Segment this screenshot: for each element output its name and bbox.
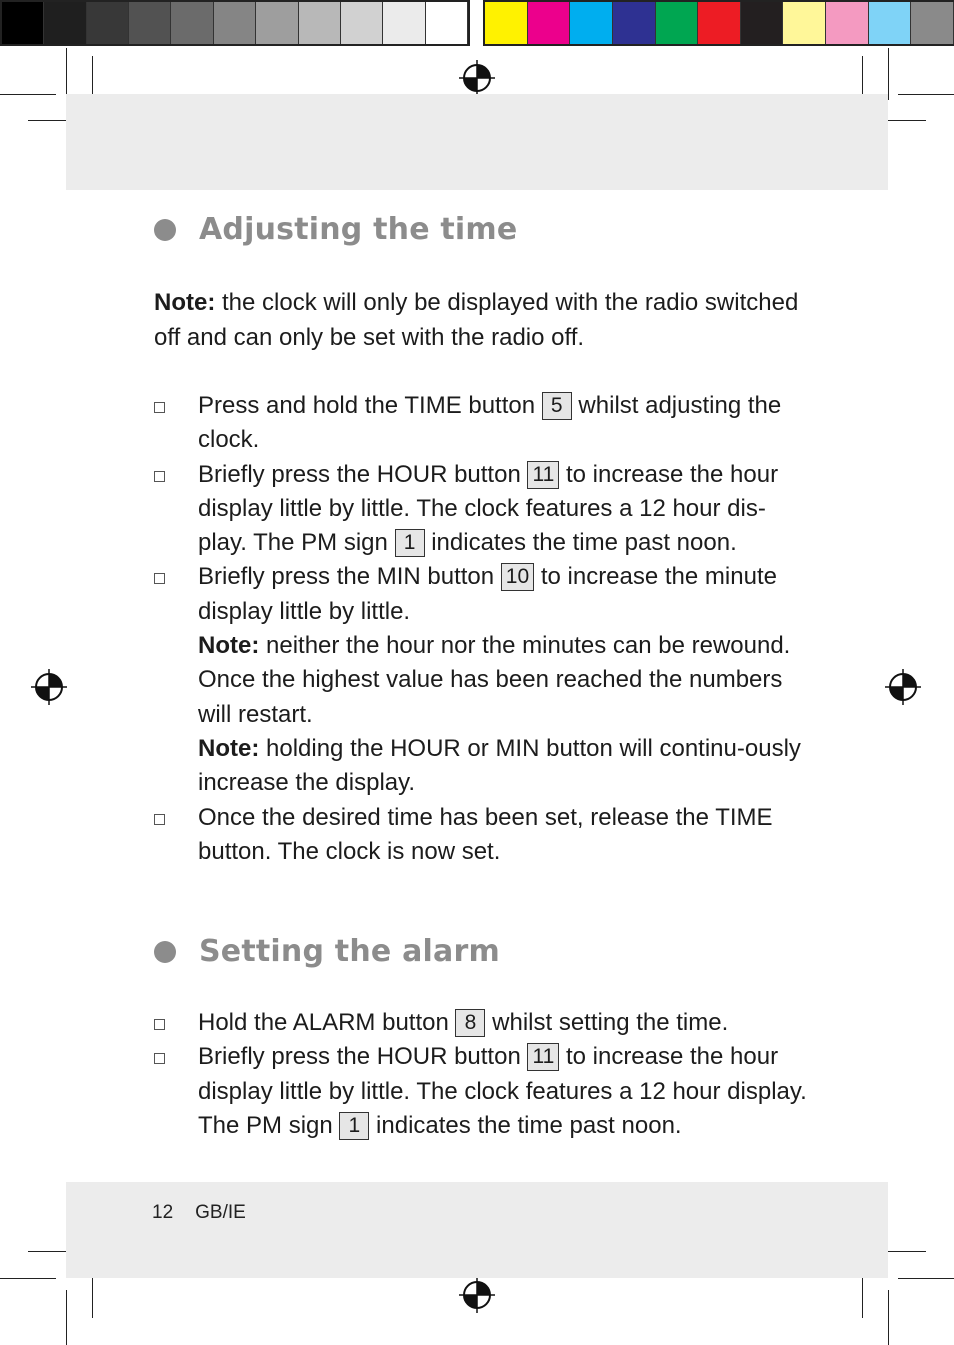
inline-note (198, 629, 814, 732)
step-text: whilst setting the time. (485, 1009, 729, 1036)
part-number-badge: 11 (527, 461, 559, 489)
crop-mark (888, 1290, 889, 1345)
color-swatch (911, 2, 954, 44)
locale-label: GB/IE (195, 1202, 246, 1223)
note-text: holding the HOUR or MIN button will continu-ously increase the display. (198, 734, 801, 797)
step-text: Briefly press the MIN button (198, 563, 501, 591)
steps-list-adjusting-time (154, 389, 814, 869)
part-number-badge: 1 (395, 529, 425, 557)
registration-mark-icon (459, 60, 495, 96)
section-heading-setting-alarm (154, 934, 500, 969)
checkbox-square-icon (154, 1053, 165, 1064)
bullet-dot-icon (154, 219, 176, 241)
color-swatch (613, 2, 656, 44)
step-text: whilst adjusting the clock. (198, 392, 782, 454)
page-footer (152, 1202, 268, 1224)
list-item (154, 458, 814, 561)
step-text: Once the desired time has been set, release the TIME button. The clock is now set. (198, 803, 773, 865)
checkbox-square-icon (154, 1019, 165, 1030)
footer-band (66, 1182, 888, 1278)
list-item (154, 801, 814, 870)
color-swatch (869, 2, 912, 44)
crop-mark (66, 48, 67, 100)
color-swatch (485, 2, 528, 44)
step-text: indicates the time past noon. (424, 529, 737, 557)
step-text: Hold the ALARM button (198, 1009, 456, 1036)
part-number-badge: 5 (542, 392, 572, 420)
crop-mark (898, 94, 954, 95)
color-swatch (570, 2, 613, 44)
part-number-badge: 1 (339, 1112, 369, 1140)
header-band (66, 94, 888, 190)
checkbox-square-icon (154, 573, 165, 584)
part-number-badge: 11 (527, 1043, 559, 1071)
process-color-bar (483, 0, 954, 46)
part-number-badge: 10 (501, 563, 534, 591)
color-swatch (171, 2, 213, 44)
color-swatch (341, 2, 383, 44)
registration-mark-icon (459, 1277, 495, 1313)
grayscale-color-bar (0, 0, 470, 46)
step-text: to increase the minute display little by little. (198, 563, 777, 625)
note-label: Note: (154, 289, 216, 316)
crop-mark (66, 1290, 67, 1345)
color-swatch (698, 2, 741, 44)
list-item (154, 560, 814, 800)
color-swatch (383, 2, 425, 44)
crop-mark (898, 1278, 954, 1279)
note-label: Note: (198, 734, 260, 762)
step-text: Briefly press the HOUR button (198, 460, 528, 488)
list-item (154, 1040, 814, 1143)
color-swatch (44, 2, 86, 44)
color-swatch (299, 2, 341, 44)
checkbox-square-icon (154, 402, 165, 413)
note-text: neither the hour nor the minutes can be rewound. Once the highest value has been reached the numbers will restart. (198, 632, 791, 728)
color-swatch (256, 2, 298, 44)
color-swatch (656, 2, 699, 44)
section-title: Adjusting the time (199, 212, 518, 247)
steps-list-setting-alarm (154, 1006, 814, 1143)
color-swatch (129, 2, 171, 44)
note-label: Note: (198, 632, 260, 660)
crop-mark (0, 94, 56, 95)
crop-mark (0, 1278, 56, 1279)
checkbox-square-icon (154, 814, 165, 825)
crop-mark (92, 1272, 93, 1318)
step-text: indicates the time past noon. (369, 1111, 682, 1139)
color-swatch (2, 2, 44, 44)
color-swatch (741, 2, 784, 44)
color-swatch (214, 2, 256, 44)
note-paragraph (154, 286, 814, 355)
list-item (154, 1006, 814, 1040)
checkbox-square-icon (154, 471, 165, 482)
bullet-dot-icon (154, 941, 176, 963)
page-number: 12 (152, 1202, 174, 1223)
inline-note (198, 732, 814, 801)
section-title: Setting the alarm (199, 934, 500, 969)
crop-mark (888, 48, 889, 100)
color-swatch (528, 2, 571, 44)
step-text: to increase the hour display little by little. The clock features a 12 hour dis-play. The PM sign (198, 460, 779, 557)
crop-mark (882, 120, 926, 121)
crop-mark (862, 1272, 863, 1318)
crop-mark (882, 1251, 926, 1252)
color-swatch (87, 2, 129, 44)
step-text: Briefly press the HOUR button (198, 1043, 528, 1071)
color-swatch (783, 2, 826, 44)
step-text: Press and hold the TIME button (198, 392, 542, 419)
registration-mark-icon (31, 669, 67, 705)
note-text: the clock will only be displayed with the radio switched off and can only be set with the radio off. (154, 289, 799, 351)
list-item (154, 389, 814, 458)
step-text: to increase the hour display little by little. The clock features a 12 hour display. The PM sign (198, 1043, 807, 1139)
section-heading-adjusting-time (154, 212, 517, 247)
color-swatch (426, 2, 468, 44)
registration-mark-icon (885, 669, 921, 705)
part-number-badge: 8 (455, 1009, 485, 1037)
color-swatch (826, 2, 869, 44)
